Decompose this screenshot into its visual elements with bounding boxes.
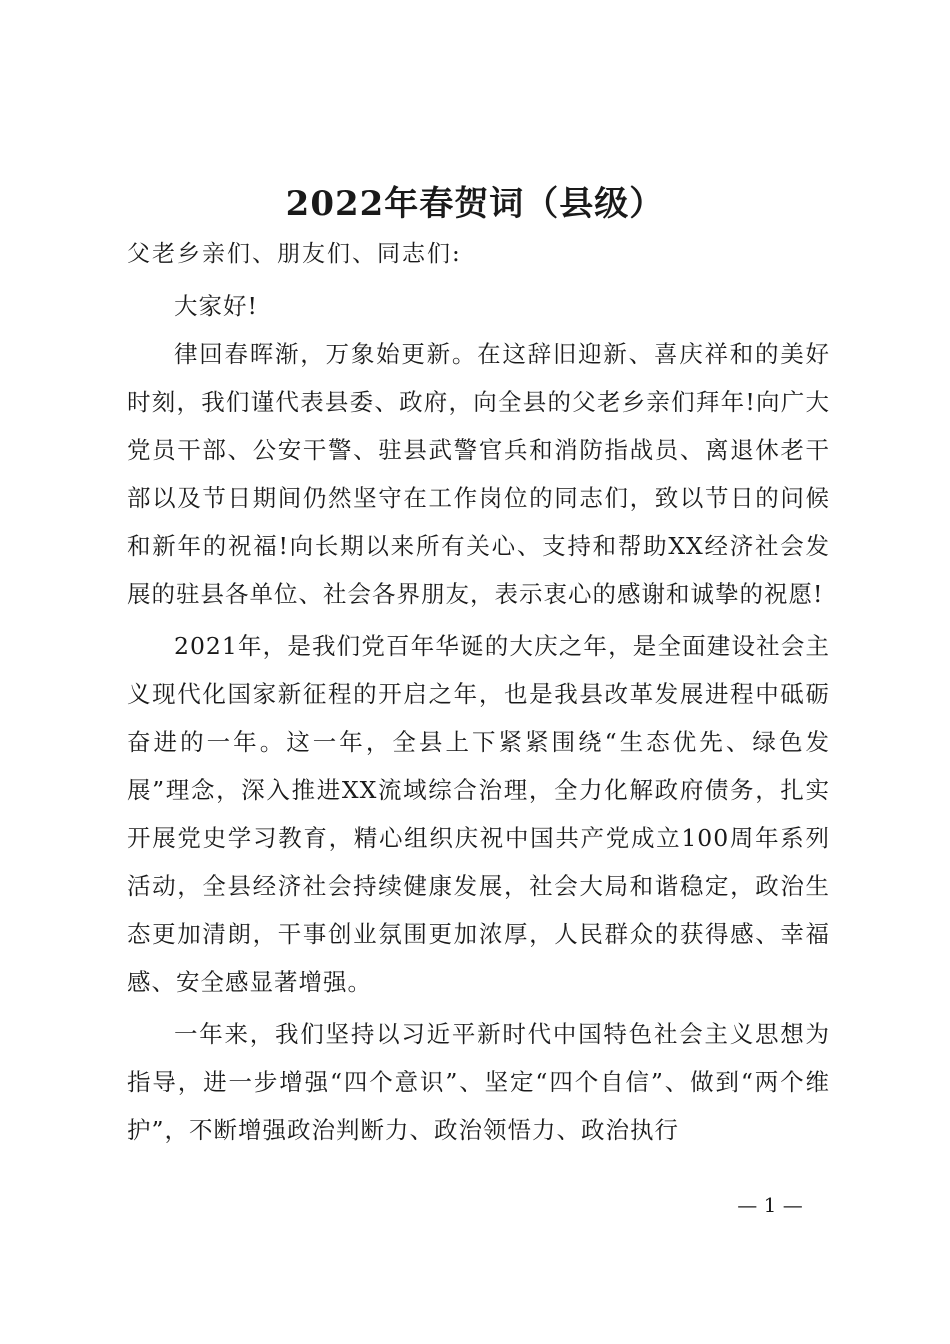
page-number: — 1 — bbox=[737, 1193, 803, 1217]
document-title: 2022年春贺词（县级） bbox=[285, 184, 665, 224]
paragraph-greeting: 大家好! bbox=[174, 292, 258, 320]
paragraph: 2021年，是我们党百年华诞的大庆之年，是全面建设社会主义现代化国家新征程的开启之年，也是我县改革发展进程中砥砺奋进的一年。这一年，全县上下紧紧围绕“生态优先、绿色发展”理念，深入推进XX流域综合治理，全力化解政府债务，扎实开展党史学习教育，精心组织庆祝中国共产党成立100周年系列活动，全县经济社会持续健康发展，社会大局和谐稳定，政治生态更加清朗，干事创业氛围更加浓厚，人民群众的获得感、幸福感、安全感显著增强。 bbox=[127, 632, 830, 996]
document-body bbox=[127, 282, 830, 1154]
salutation: 父老乡亲们、朋友们、同志们: bbox=[127, 241, 462, 267]
paragraph: 一年来，我们坚持以习近平新时代中国特色社会主义思想为指导，进一步增强“四个意识”、坚定“四个自信”、做到“两个维护”，不断增强政治判断力、政治领悟力、政治执行 bbox=[127, 1020, 830, 1144]
paragraph: 律回春晖渐，万象始更新。在这辞旧迎新、喜庆祥和的美好时刻，我们谨代表县委、政府，向全县的父老乡亲们拜年!向广大党员干部、公安干警、驻县武警官兵和消防指战员、离退休老干部以及节日期间仍然坚守在工作岗位的同志们，致以节日的问候和新年的祝福!向长期以来所有关心、支持和帮助XX经济社会发展的驻县各单位、社会各界朋友，表示衷心的感谢和诚挚的祝愿! bbox=[127, 340, 830, 608]
